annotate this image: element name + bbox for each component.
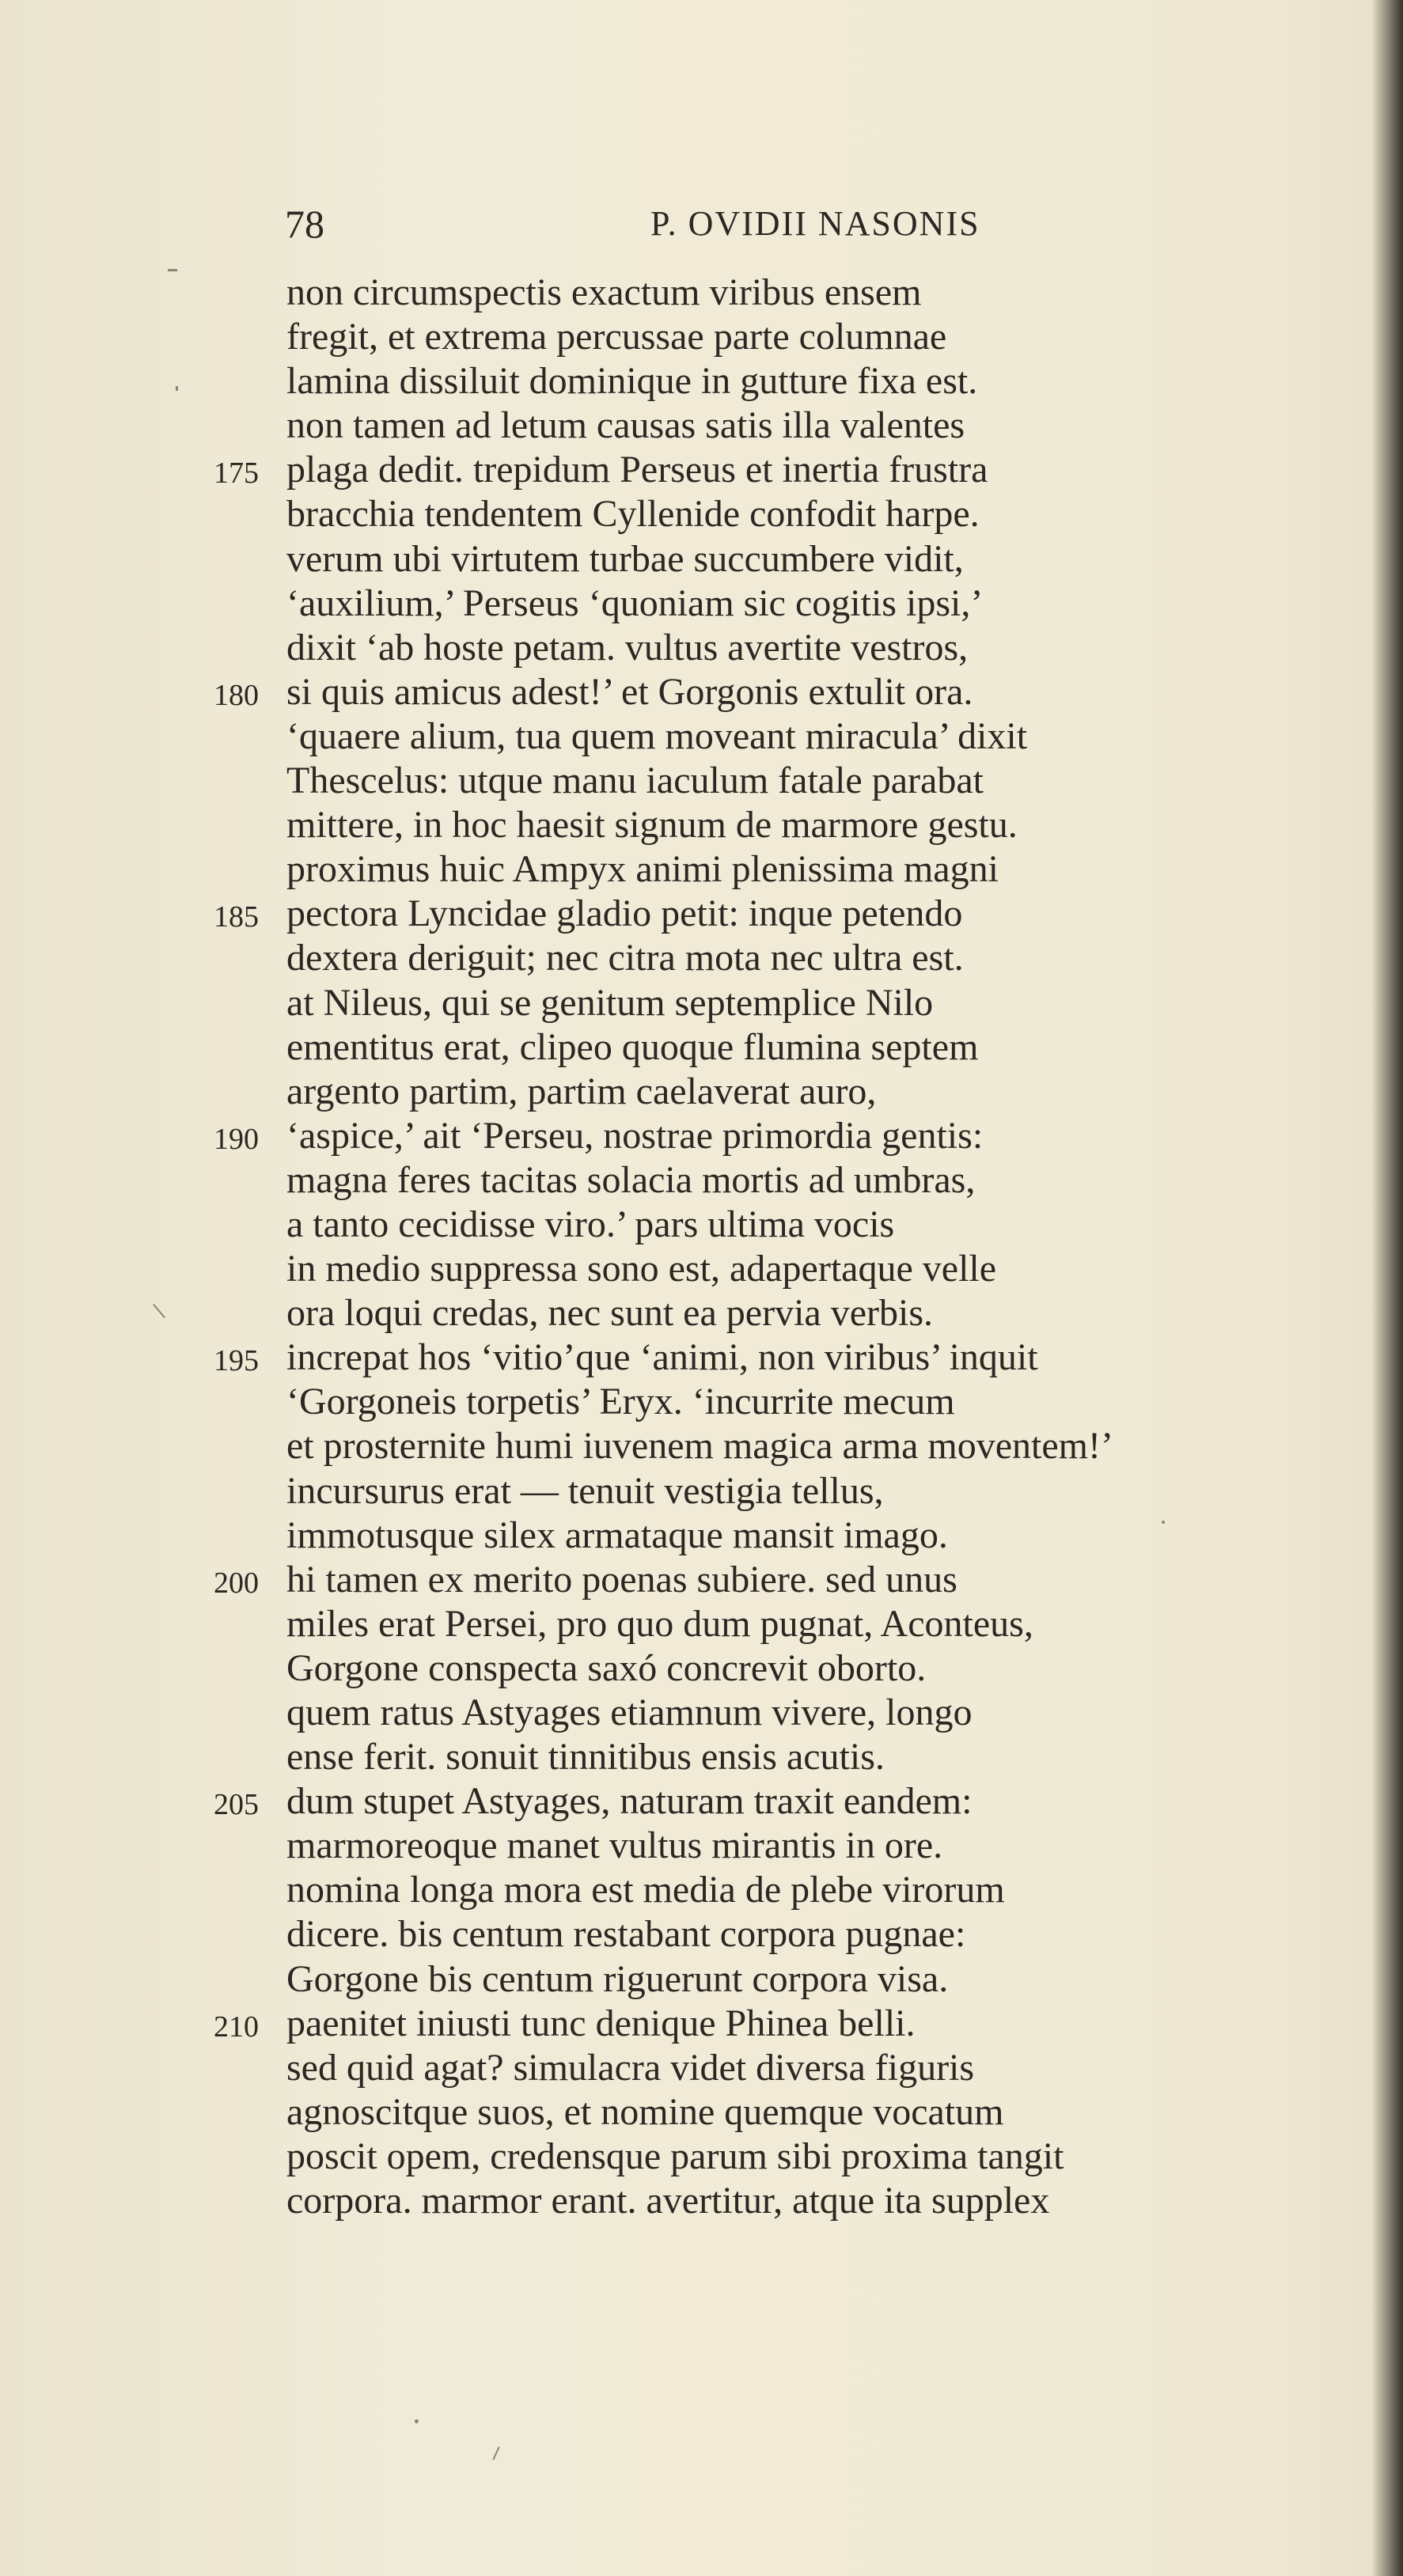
line-number: 200	[214, 1566, 259, 1600]
line-text: paenitet iniusti tunc denique Phinea belli.	[286, 2002, 916, 2044]
line-number: 205	[214, 1788, 259, 1822]
line-number: 195	[214, 1344, 259, 1378]
verse-line	[214, 1247, 1321, 1291]
verse-line	[214, 2090, 1321, 2135]
line-text: corpora. marmor erant. avertitur, atque ita supplex	[286, 2180, 1050, 2222]
verse-line	[214, 803, 1321, 847]
line-text: ‘auxilium,’ Perseus ‘quoniam sic cogitis ipsi,’	[286, 581, 984, 624]
verse-line	[214, 581, 1321, 626]
line-text: non tamen ad letum causas satis illa valentes	[286, 404, 965, 447]
specks	[492, 2446, 499, 2460]
line-number: 190	[214, 1122, 259, 1156]
line-text: plaga dedit. trepidum Perseus et inertia frustra	[286, 449, 988, 491]
verse-line	[214, 537, 1321, 581]
line-text: ense ferit. sonuit tinnitibus ensis acutis.	[286, 1736, 885, 1779]
line-text: proximus huic Ampyx animi plenissima magni	[286, 848, 999, 891]
line-text: increpat hos ‘vitio’que ‘animi, non viribus’ inquit	[286, 1336, 1038, 1379]
running-head: P. OVIDII NASONIS	[650, 204, 980, 243]
line-text: bracchia tendentem Cyllenide confodit harpe.	[286, 493, 980, 536]
verse-line	[214, 1335, 1321, 1380]
line-number: 175	[214, 456, 259, 491]
verse-line	[214, 1070, 1321, 1114]
verse-line	[214, 1158, 1321, 1203]
verse-line	[214, 626, 1321, 670]
line-text: a tanto cecidisse viro.’ pars ultima vocis	[286, 1203, 895, 1245]
line-text: hi tamen ex merito poenas subiere. sed unus	[286, 1558, 957, 1601]
verse-line	[214, 1558, 1321, 1602]
verse-line	[214, 1513, 1321, 1558]
line-text: agnoscitque suos, et nomine quemque vocatum	[286, 2090, 1004, 2133]
verse-line	[214, 1779, 1321, 1824]
line-text: magna feres tacitas solacia mortis ad umbras,	[286, 1158, 976, 1201]
line-text: mittere, in hoc haesit signum de marmore gestu.	[286, 804, 1018, 847]
line-text: pectora Lyncidae gladio petit: inque petendo	[286, 892, 963, 935]
specks	[176, 386, 178, 391]
verse-line	[214, 1824, 1321, 1868]
verse-line	[214, 1469, 1321, 1513]
line-text: si quis amicus adest!’ et Gorgonis extulit ora.	[286, 670, 973, 713]
verse-line	[214, 1957, 1321, 2002]
line-text: dum stupet Astyages, naturam traxit eandem:	[286, 1780, 973, 1823]
specks	[1162, 1521, 1165, 1524]
line-text: ‘quaere alium, tua quem moveant miracula’ dixit	[286, 714, 1028, 757]
page-number: 78	[285, 202, 324, 246]
verse-line	[214, 714, 1321, 759]
verse-line	[214, 847, 1321, 892]
verse-line	[214, 2135, 1321, 2179]
line-text: nomina longa mora est media de plebe virorum	[286, 1869, 1005, 1911]
verse-line	[214, 271, 1321, 315]
line-text: dicere. bis centum restabant corpora pugnae:	[286, 1913, 966, 1956]
page-edge-shadow	[1371, 0, 1403, 2576]
verse-line	[214, 1203, 1321, 1247]
verse-line	[214, 1735, 1321, 1779]
line-text: Gorgone bis centum riguerunt corpora visa.	[286, 1957, 949, 2000]
verse-line	[214, 670, 1321, 714]
line-text: ora loqui credas, nec sunt ea pervia verbis.	[286, 1292, 934, 1335]
page-header	[285, 196, 1021, 252]
line-text: verum ubi virtutem turbae succumbere vidit,	[286, 537, 964, 580]
verse-line	[214, 1424, 1321, 1468]
line-text: sed quid agat? simulacra videt diversa figuris	[286, 2046, 975, 2089]
verse-line	[214, 492, 1321, 536]
line-number: 210	[214, 2010, 259, 2044]
line-text: quem ratus Astyages etiamnum vivere, longo	[286, 1691, 973, 1733]
verse-line	[214, 1025, 1321, 1070]
line-number: 180	[214, 678, 259, 712]
line-text: dixit ‘ab hoste petam. vultus avertite vestros,	[286, 626, 969, 669]
verse-line	[214, 2002, 1321, 2046]
line-text: ementitus erat, clipeo quoque flumina septem	[286, 1025, 979, 1068]
specks	[415, 2419, 419, 2423]
verse-line	[214, 1380, 1321, 1424]
line-text: marmoreoque manet vultus mirantis in ore.	[286, 1824, 943, 1867]
verse-line	[214, 448, 1321, 492]
line-text: lamina dissiluit dominique in gutture fixa est.	[286, 360, 978, 403]
verse-line	[214, 1646, 1321, 1691]
verse-line	[214, 892, 1321, 936]
verse-line	[214, 2046, 1321, 2090]
verse-line	[214, 936, 1321, 980]
line-text: dextera deriguit; nec citra mota nec ultra est.	[286, 937, 964, 979]
line-text: argento partim, partim caelaverat auro,	[286, 1070, 877, 1112]
line-text: in medio suppressa sono est, adapertaque velle	[286, 1248, 997, 1290]
verse-line	[214, 1691, 1321, 1735]
verse-text	[214, 271, 1321, 2223]
line-text: ‘aspice,’ ait ‘Perseu, nostrae primordia gentis:	[286, 1114, 984, 1157]
verse-line	[214, 2179, 1321, 2223]
verse-line	[214, 1912, 1321, 1957]
verse-line	[214, 1291, 1321, 1335]
verse-line	[214, 1114, 1321, 1158]
line-text: at Nileus, qui se genitum septemplice Nilo	[286, 981, 934, 1024]
verse-line	[214, 981, 1321, 1025]
verse-line	[214, 759, 1321, 803]
verse-line	[214, 1868, 1321, 1912]
line-text: poscit opem, credensque parum sibi proxima tangit	[286, 2135, 1064, 2177]
verse-line	[214, 315, 1321, 359]
line-text: ‘Gorgoneis torpetis’ Eryx. ‘incurrite mecum	[286, 1381, 955, 1423]
line-text: non circumspectis exactum viribus ensem	[286, 271, 922, 313]
line-text: Gorgone conspecta saxó concrevit oborto.	[286, 1646, 927, 1689]
line-number: 185	[214, 900, 259, 934]
verse-line	[214, 403, 1321, 448]
line-text: incursurus erat — tenuit vestigia tellus,	[286, 1469, 884, 1512]
verse-line	[214, 359, 1321, 403]
verse-line	[214, 1602, 1321, 1646]
line-text: immotusque silex armataque mansit imago.	[286, 1513, 948, 1556]
specks	[168, 269, 177, 271]
line-text: fregit, et extrema percussae parte columnae	[286, 316, 947, 358]
line-text: miles erat Persei, pro quo dum pugnat, Aconteus,	[286, 1602, 1033, 1645]
line-text: Thescelus: utque manu iaculum fatale parabat	[286, 760, 984, 802]
line-text: et prosternite humi iuvenem magica arma moventem!’	[286, 1425, 1113, 1468]
specks	[153, 1304, 165, 1318]
